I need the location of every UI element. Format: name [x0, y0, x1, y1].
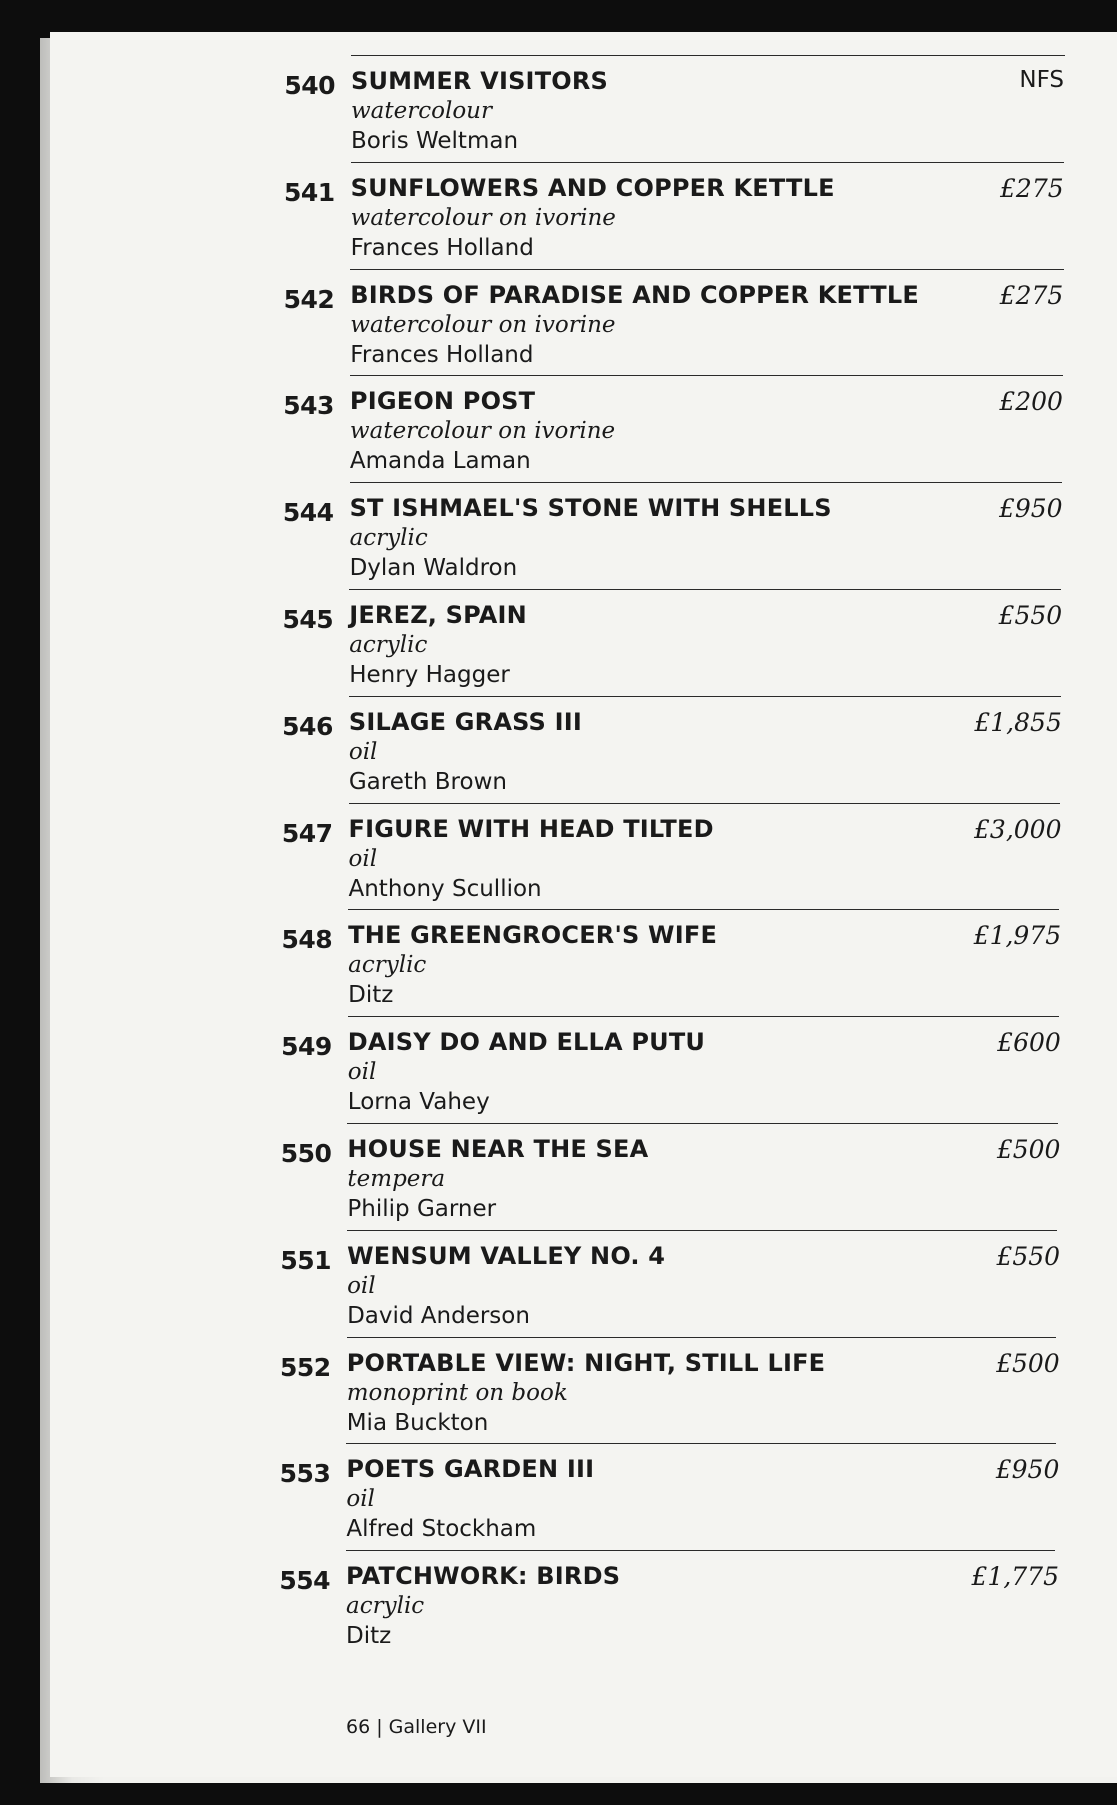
entry-title: POETS GARDEN III [346, 1455, 595, 1484]
catalogue-entry [0, 482, 1117, 589]
entry-divider [350, 375, 1063, 376]
catalogue-entry [0, 375, 1117, 482]
entry-price: £1,855 [974, 707, 1062, 737]
entry-divider [349, 589, 1061, 590]
entry-medium: watercolour [351, 98, 492, 124]
entry-number: 550 [280, 1138, 332, 1168]
entry-title: FIGURE WITH HEAD TILTED [348, 814, 714, 843]
entry-artist: Anthony Scullion [348, 875, 542, 902]
entry-price: NFS [1019, 67, 1064, 93]
entry-artist: Philip Garner [347, 1195, 497, 1222]
entry-price: £950 [995, 1455, 1060, 1485]
catalogue-entry [0, 1016, 1117, 1123]
catalogue-entry [0, 696, 1117, 803]
entry-artist: Mia Buckton [346, 1409, 489, 1436]
entry-title: ST ISHMAEL'S STONE WITH SHELLS [349, 494, 832, 523]
entry-price: £950 [998, 494, 1063, 524]
entry-medium: tempera [347, 1165, 446, 1192]
entry-medium: watercolour on ivorine [349, 418, 616, 445]
entry-title: WENSUM VALLEY NO. 4 [347, 1241, 666, 1270]
entry-title: PORTABLE VIEW: NIGHT, STILL LIFE [346, 1348, 826, 1377]
entry-divider [348, 1016, 1059, 1017]
entry-divider [350, 482, 1063, 483]
entry-title: PATCHWORK: BIRDS [346, 1562, 621, 1591]
entry-medium: oil [348, 738, 378, 765]
catalogue-entry [0, 162, 1117, 269]
entry-divider [350, 269, 1063, 270]
entry-title: PIGEON POST [349, 387, 536, 416]
entry-divider [347, 1337, 1057, 1338]
catalogue-entry [0, 589, 1117, 696]
entry-artist: Lorna Vahey [347, 1089, 490, 1116]
catalogue-entry [0, 1443, 1117, 1550]
entry-divider [349, 803, 1061, 804]
entry-price: £200 [999, 387, 1063, 417]
entry-price: £500 [996, 1348, 1060, 1378]
entry-artist: Henry Hagger [349, 661, 510, 688]
entry-divider [351, 55, 1065, 56]
entry-number: 551 [280, 1245, 332, 1275]
entry-number: 545 [282, 604, 334, 634]
entry-artist: Dylan Waldron [349, 555, 518, 582]
catalogue-entry [0, 1337, 1117, 1444]
entry-artist: Alfred Stockham [346, 1516, 537, 1543]
entry-title: HOUSE NEAR THE SEA [347, 1134, 649, 1163]
catalogue-entry-list [0, 55, 1117, 1657]
entry-medium: oil [346, 1486, 375, 1513]
entry-medium: acrylic [348, 952, 427, 979]
entry-divider [347, 1123, 1057, 1124]
entry-artist: Frances Holland [350, 234, 534, 261]
entry-divider [349, 696, 1061, 697]
catalogue-entry [0, 55, 1117, 162]
entry-divider [346, 1550, 1055, 1551]
entry-medium: watercolour on ivorine [350, 311, 616, 338]
catalogue-entry [0, 269, 1117, 376]
entry-medium: acrylic [349, 525, 428, 552]
entry-number: 542 [283, 284, 335, 314]
entry-medium: oil [347, 1059, 377, 1086]
entry-artist: Frances Holland [350, 341, 534, 368]
entry-price: £1,775 [971, 1562, 1059, 1592]
entry-number: 547 [281, 818, 333, 848]
entry-artist: Ditz [346, 1623, 392, 1650]
entry-medium: monoprint on book [346, 1379, 568, 1406]
entry-number: 544 [282, 498, 334, 528]
entry-divider [348, 909, 1059, 910]
entry-medium: watercolour on ivorine [350, 204, 616, 231]
entry-number: 543 [283, 391, 334, 421]
catalogue-entry [0, 1230, 1117, 1337]
entry-title: BIRDS OF PARADISE AND COPPER KETTLE [350, 280, 919, 309]
entry-medium: oil [348, 845, 378, 872]
catalogue-entry [0, 1550, 1117, 1657]
entry-title: SUMMER VISITORS [351, 67, 609, 95]
entry-medium: acrylic [349, 631, 428, 658]
entry-artist: Boris Weltman [351, 128, 519, 154]
entry-divider [346, 1443, 1055, 1444]
entry-artist: Ditz [348, 982, 394, 1009]
entry-number: 548 [281, 925, 333, 955]
entry-artist: David Anderson [347, 1302, 530, 1329]
entry-number: 541 [283, 177, 335, 207]
entry-price: £3,000 [974, 814, 1062, 844]
entry-title: SILAGE GRASS III [348, 707, 582, 736]
entry-price: £275 [1000, 173, 1064, 203]
entry-number: 540 [284, 71, 335, 100]
entry-title: JEREZ, SPAIN [349, 600, 527, 629]
entry-number: 554 [279, 1566, 330, 1596]
entry-price: £1,975 [973, 921, 1062, 951]
entry-medium: oil [347, 1272, 376, 1299]
entry-number: 552 [280, 1352, 331, 1382]
catalogue-entry [0, 1123, 1117, 1230]
entry-price: £275 [999, 280, 1064, 310]
catalogue-entry [0, 803, 1117, 910]
entry-price: £550 [998, 600, 1063, 630]
entry-number: 553 [279, 1459, 331, 1489]
entry-artist: Gareth Brown [348, 768, 507, 795]
entry-artist: Amanda Laman [349, 448, 531, 475]
catalogue-entry [0, 909, 1117, 1016]
entry-number: 549 [281, 1032, 332, 1062]
entry-title: THE GREENGROCER'S WIFE [348, 921, 718, 950]
page-footer: 66 | Gallery VII [346, 1716, 487, 1738]
entry-price: £550 [996, 1241, 1061, 1271]
entry-price: £600 [997, 1028, 1061, 1058]
entry-divider [351, 162, 1065, 163]
entry-divider [347, 1230, 1057, 1231]
entry-number: 546 [282, 711, 333, 741]
entry-price: £500 [996, 1134, 1061, 1164]
entry-title: DAISY DO AND ELLA PUTU [347, 1028, 706, 1057]
entry-title: SUNFLOWERS AND COPPER KETTLE [350, 173, 835, 202]
entry-medium: acrylic [346, 1593, 425, 1620]
